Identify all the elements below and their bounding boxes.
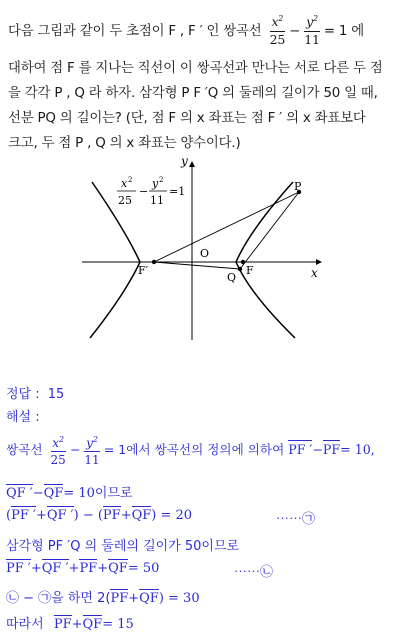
- fig-eq-x-exp: 2: [128, 176, 133, 184]
- segment-qf-prime: QF ′: [41, 561, 69, 576]
- x-axis-arrow: [316, 259, 322, 265]
- minus-sign: −: [312, 442, 323, 457]
- fraction-denominator: 25: [50, 452, 66, 467]
- fig-eq-y-exp: 2: [159, 176, 164, 184]
- answer-line: [6, 383, 64, 402]
- segment-pf: PF: [53, 617, 72, 632]
- fraction-denominator: 25: [269, 32, 286, 48]
- label-x: x: [311, 266, 318, 280]
- fig-eq-y-den: 11: [150, 194, 164, 207]
- solution-line-7: [6, 613, 134, 632]
- solution-fraction-y: [84, 436, 99, 466]
- hyperbola-figure: [0, 150, 400, 350]
- solution-line-2: [6, 482, 133, 501]
- minus-sign: −: [32, 486, 44, 501]
- equation-fraction-y: [304, 15, 320, 46]
- segment-pf: PF: [102, 508, 121, 523]
- solution-line-6: [6, 587, 200, 606]
- solution-line-5: [6, 561, 394, 580]
- segment-qf: QF: [43, 486, 64, 501]
- plus-sign: +: [71, 617, 83, 632]
- segment-qf: QF: [82, 617, 103, 632]
- exponent: 2: [59, 434, 65, 444]
- minus-sign: −: [69, 442, 81, 457]
- question-line-1: [8, 12, 364, 52]
- fig-eq-x-den: 25: [118, 194, 132, 207]
- figure-equation: [117, 176, 185, 207]
- segment-fprime-q: [154, 262, 240, 269]
- segment-pf: PF: [79, 561, 98, 576]
- solution-line-3: [6, 508, 394, 527]
- exponent: 2: [278, 14, 284, 24]
- equation-mark-2: ⋯⋯㉡: [234, 565, 274, 580]
- label-y: y: [181, 154, 188, 168]
- segment-pf-prime: PF ′: [6, 561, 31, 576]
- segment-qf-prime: QF ′: [6, 486, 33, 501]
- point-f: [241, 260, 245, 264]
- segment-pf-prime: PF ′: [288, 442, 313, 457]
- solution-text: ㉡ − ㉠을 하면 2(: [6, 591, 111, 606]
- fraction-numerator: y: [306, 14, 313, 30]
- question-line-5: 크고, 두 점 P , Q 의 x 좌표는 양수이다.): [8, 136, 241, 151]
- plus-sign: +: [97, 561, 109, 576]
- equation-result: = 50: [127, 561, 160, 576]
- equation-result: = 10,: [340, 442, 375, 457]
- segment-pq: [240, 192, 299, 269]
- question-line-3: 을 각각 P , Q 라 하자. 삼각형 P F ′Q 의 둘레의 길이가 50 일 때,: [8, 86, 378, 101]
- solution-text: = 1에서 쌍곡선의 정의에 의하여: [103, 442, 285, 457]
- equation-result: = 10이므로: [63, 486, 133, 501]
- label-p: P: [294, 180, 302, 193]
- segment-qf: QF: [139, 591, 159, 606]
- solution-fraction-x: [51, 436, 66, 466]
- plus-sign: +: [120, 508, 132, 523]
- equation-rhs: = 1 에: [323, 24, 365, 39]
- segment-qf: QF: [108, 561, 128, 576]
- segment-pf: PF: [110, 591, 129, 606]
- segment-pf-prime: PF ′: [11, 508, 36, 523]
- label-fprime: F′: [138, 264, 149, 277]
- solution-text: 따라서: [6, 617, 44, 632]
- exponent: 2: [312, 14, 318, 24]
- minus-sign: −: [289, 24, 301, 39]
- equation-mark-1: ⋯⋯㉠: [276, 512, 316, 527]
- hyperbola-right-branch: [236, 182, 295, 338]
- fig-eq-minus: −: [139, 185, 149, 198]
- paren: (: [6, 508, 12, 523]
- hyperbola-left-branch: [90, 182, 140, 338]
- label-q: Q: [227, 271, 237, 284]
- equation-result: ) = 30: [158, 591, 200, 606]
- y-axis-arrow: [189, 161, 195, 167]
- fig-eq-x-num: x: [121, 177, 128, 190]
- plus-sign: +: [68, 561, 80, 576]
- fig-eq-rhs: =1: [169, 185, 186, 198]
- equation-fraction-x: [270, 15, 286, 46]
- segment-pf: PF: [322, 442, 341, 457]
- fraction-numerator: y: [86, 435, 93, 450]
- fraction-numerator: x: [52, 435, 59, 450]
- explanation-label: 해설 :: [6, 410, 40, 425]
- segment-fprime-p: [154, 192, 299, 262]
- segment-qf: QF: [131, 508, 152, 523]
- question-text: 다음 그림과 같이 두 초점이 F , F ′ 인 쌍곡선: [8, 24, 262, 39]
- point-fprime: [152, 260, 156, 264]
- answer-value: 15: [47, 387, 65, 402]
- equation-result: ) = 20: [151, 508, 193, 523]
- question-line-4: 선분 PQ 의 길이는? (단, 점 F 의 x 좌표는 점 F ′ 의 x 좌표보다: [8, 111, 366, 126]
- segment-qf-prime: QF ′: [46, 508, 74, 523]
- plus-sign: +: [128, 591, 140, 606]
- solution-text: 쌍곡선: [6, 442, 43, 457]
- fraction-numerator: x: [271, 14, 279, 30]
- exponent: 2: [92, 434, 98, 444]
- solution-line-4: 삼각형 PF ′Q 의 둘레의 길이가 50이므로: [6, 539, 240, 554]
- fraction-denominator: 11: [304, 32, 320, 48]
- equation-result: = 15: [102, 617, 134, 632]
- plus-sign: +: [30, 561, 42, 576]
- label-f: F: [246, 264, 254, 277]
- label-origin: O: [200, 247, 210, 260]
- paren-minus: ) − (: [73, 508, 103, 523]
- fraction-denominator: 11: [84, 452, 100, 467]
- solution-line-1: [6, 430, 375, 470]
- answer-label: 정답 :: [6, 387, 40, 402]
- point-q: [238, 267, 242, 271]
- question-line-2: 대하여 점 F 를 지나는 직선이 이 쌍곡선과 만나는 서로 다른 두 점: [8, 61, 383, 76]
- fig-eq-y-num: y: [152, 177, 159, 190]
- plus-sign: +: [35, 508, 47, 523]
